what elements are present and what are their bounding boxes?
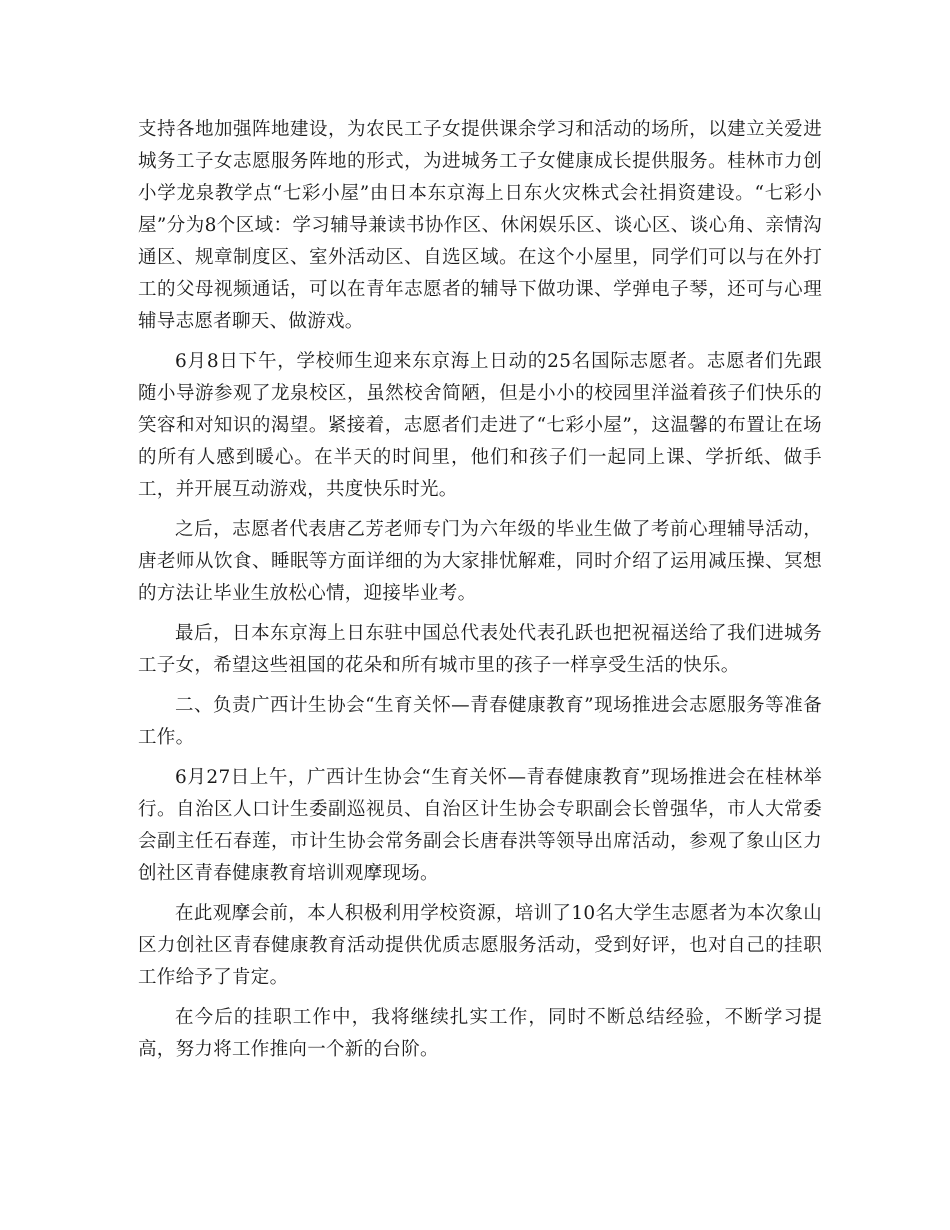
paragraph-conclusion: 在今后的挂职工作中，我将继续扎实工作，同时不断总结经验，不断学习提高，努力将工作推向一个新的台阶。 [138,1007,822,1060]
paragraph-volunteers-visit: 6月8日下午，学校师生迎来东京海上日动的25名国际志愿者。志愿者们先跟随小导游参观了龙泉校区，虽然校舍简陋，但是小小的校园里洋溢着孩子们快乐的笑容和对知识的渴望。紧接着，志愿者们走进了“七彩小屋”，这温馨的布置让在场的所有人感到暖心。在半天的时间里，他们和孩子们一起同上课、学折纸、做手工，并开展互动游戏，共度快乐时光。 [138,351,822,500]
paragraph-meeting: 6月27日上午，广西计生协会“生育关怀—青春健康教育”现场推进会在桂林举行。自治区人口计生委副巡视员、自治区计生协会专职副会长曾强华，市人大常委会副主任石春莲，市计生协会常务副会长唐春洪等领导出席活动，参观了象山区力创社区青春健康教育培训观摩现场。 [138,767,822,884]
paragraph-psych-counseling: 之后，志愿者代表唐乙芳老师专门为六年级的毕业生做了考前心理辅导活动，唐老师从饮食、睡眠等方面详细的为大家排忧解难，同时介绍了运用减压操、冥想的方法让毕业生放松心情，迎接毕业考。 [138,519,822,604]
document-body [138,114,822,1074]
paragraph-blessing: 最后，日本东京海上日东驻中国总代表处代表孔跃也把祝福送给了我们进城务工子女，希望这些祖国的花朵和所有城市里的孩子一样享受生活的快乐。 [138,623,822,676]
paragraph-training: 在此观摩会前，本人积极利用学校资源，培训了10名大学生志愿者为本次象山区力创社区青春健康教育活动提供优质志愿服务活动，受到好评，也对自己的挂职工作给予了肯定。 [138,903,822,988]
section-heading-two: 二、负责广西计生协会“生育关怀—青春健康教育”现场推进会志愿服务等准备工作。 [138,695,822,748]
paragraph-continued: 支持各地加强阵地建设，为农民工子女提供课余学习和活动的场所，以建立关爱进城务工子女志愿服务阵地的形式，为进城务工子女健康成长提供服务。桂林市力创小学龙泉教学点“七彩小屋”由日本东京海上日东火灾株式会社捐资建设。“七彩小屋”分为8个区域：学习辅导兼读书协作区、休闲娱乐区、谈心区、谈心角、亲情沟通区、规章制度区、室外活动区、自选区域。在这个小屋里，同学们可以与在外打工的父母视频通话，可以在青年志愿者的辅导下做功课、学弹电子琴，还可与心理辅导志愿者聊天、做游戏。 [138,119,822,332]
